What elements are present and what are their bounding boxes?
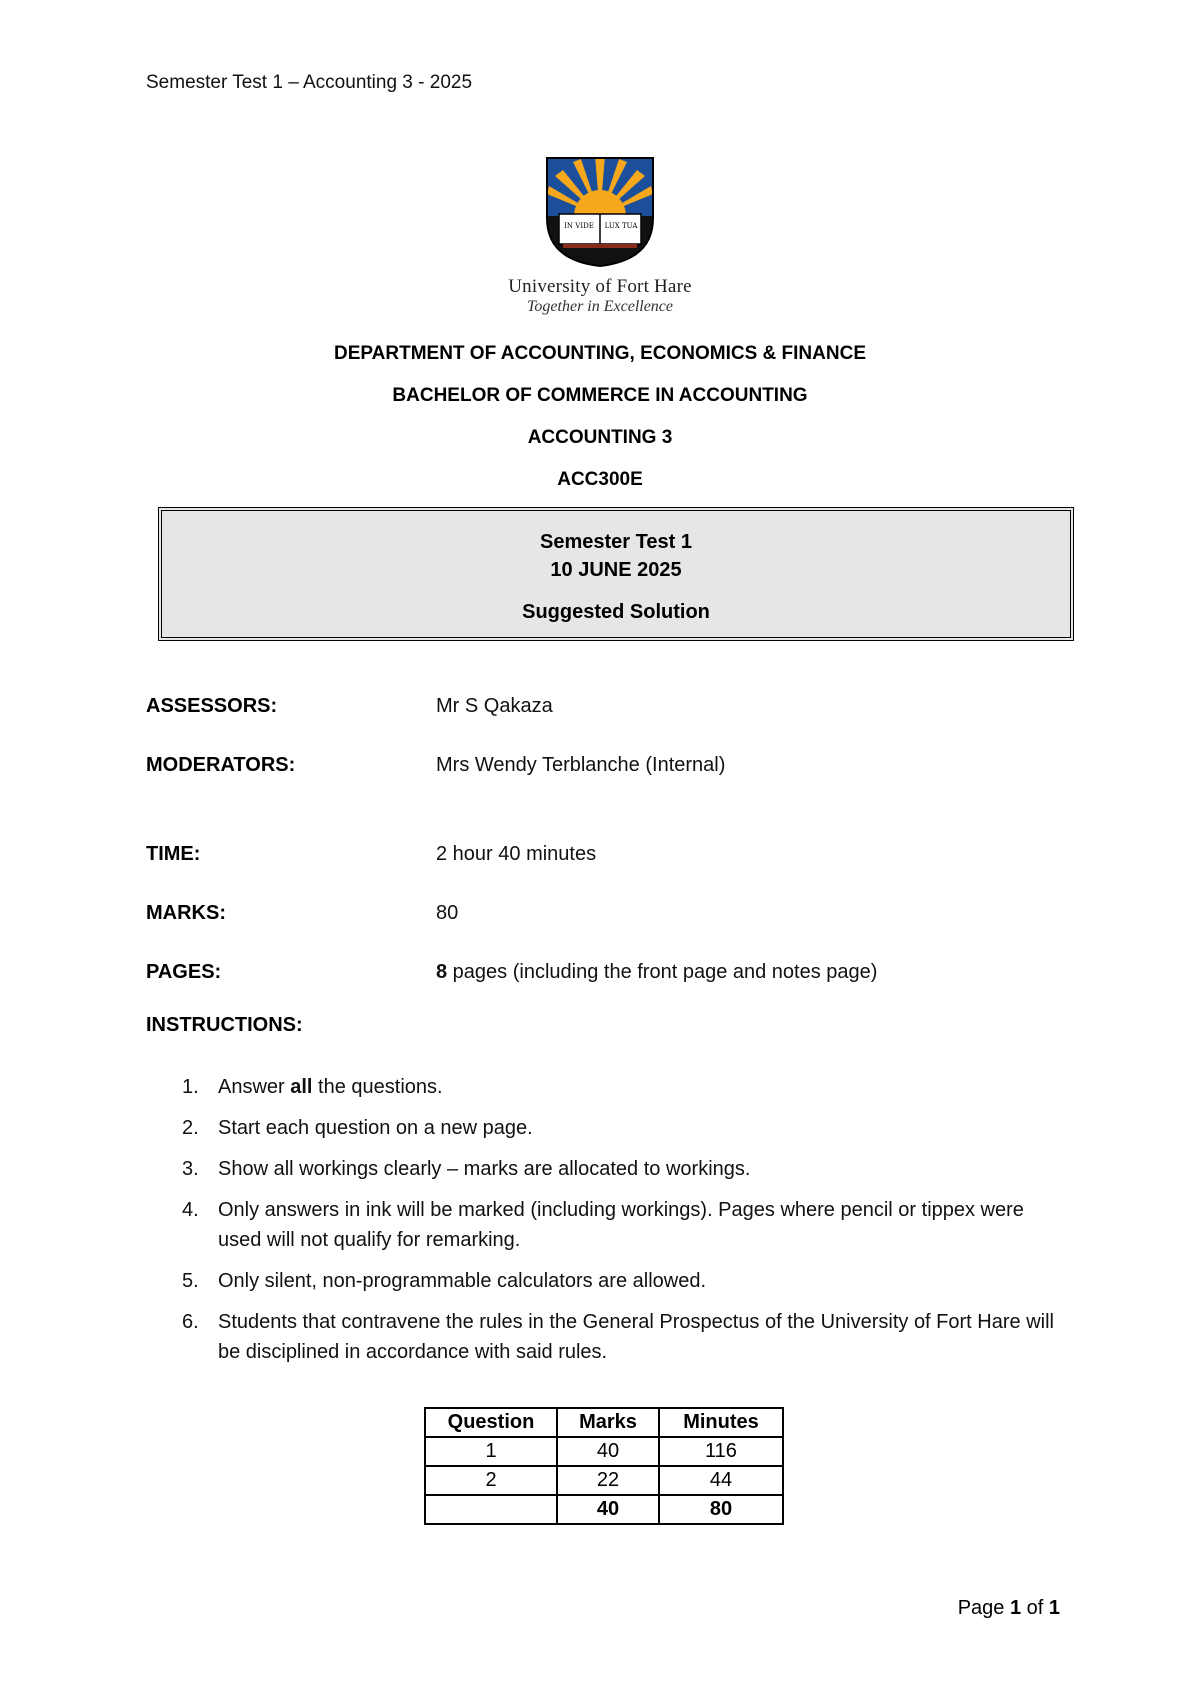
running-header: Semester Test 1 – Accounting 3 - 2025 bbox=[146, 72, 473, 93]
item-number: 6. bbox=[182, 1311, 199, 1333]
item-text: Show all workings clearly – marks are allocated to workings. bbox=[218, 1158, 751, 1180]
table-row bbox=[425, 1437, 783, 1466]
table-row bbox=[425, 1466, 783, 1495]
item-number: 2. bbox=[182, 1117, 199, 1139]
university-motto: Together in Excellence bbox=[526, 298, 674, 315]
item-text: Start each question on a new page. bbox=[218, 1117, 533, 1139]
column-header-question: Question bbox=[425, 1408, 557, 1437]
total-pages: 1 bbox=[1048, 1597, 1060, 1619]
list-item bbox=[182, 1195, 1062, 1255]
item-emphasis: all bbox=[290, 1076, 313, 1098]
total-minutes-cell: 80 bbox=[659, 1495, 783, 1524]
test-subtitle: Suggested Solution bbox=[522, 601, 710, 623]
list-item bbox=[182, 1154, 1062, 1184]
heading-block bbox=[0, 342, 1200, 510]
marks-summary-table bbox=[424, 1407, 784, 1525]
degree-heading: BACHELOR OF COMMERCE IN ACCOUNTING bbox=[392, 385, 808, 406]
current-page: 1 bbox=[1009, 1597, 1022, 1619]
test-name: Semester Test 1 bbox=[540, 531, 692, 553]
moderators-label: MODERATORS: bbox=[146, 754, 296, 776]
item-text: Only answers in ink will be marked (including workings). Pages where pencil or tippex were used will not qualify for remarking. bbox=[218, 1199, 1024, 1251]
test-title-box bbox=[158, 507, 1074, 641]
assessors-label: ASSESSORS: bbox=[146, 695, 278, 717]
table-cell: 116 bbox=[659, 1437, 783, 1466]
footer-text: of bbox=[1021, 1597, 1049, 1619]
item-text: Answer bbox=[218, 1076, 291, 1098]
pages-label: PAGES: bbox=[146, 961, 222, 983]
item-number: 5. bbox=[182, 1270, 199, 1292]
course-code: ACC300E bbox=[557, 469, 643, 490]
moderators-value: Mrs Wendy Terblanche (Internal) bbox=[436, 754, 726, 776]
pages-count: 8 bbox=[436, 961, 448, 983]
item-text: Students that contravene the rules in the General Prospectus of the University of Fort Hare will be disciplined in accordance with said rules. bbox=[218, 1311, 1054, 1363]
marks-label: MARKS: bbox=[146, 902, 226, 924]
item-number: 4. bbox=[182, 1199, 199, 1221]
column-header-marks: Marks bbox=[557, 1408, 659, 1437]
list-item bbox=[182, 1113, 1062, 1143]
page-number-footer bbox=[958, 1597, 1060, 1620]
item-number: 1. bbox=[182, 1076, 199, 1098]
university-crest-icon bbox=[545, 156, 655, 268]
item-text: Only silent, non-programmable calculators are allowed. bbox=[218, 1270, 707, 1292]
book-text-left: IN VIDE bbox=[564, 222, 594, 230]
footer-text: Page bbox=[957, 1597, 1010, 1619]
list-item bbox=[182, 1307, 1062, 1367]
instructions-list bbox=[182, 1072, 1062, 1378]
pages-description: pages (including the front page and notes page) bbox=[447, 961, 878, 983]
university-name: University of Fort Hare bbox=[508, 276, 692, 297]
test-date: 10 JUNE 2025 bbox=[550, 559, 682, 581]
item-text: the questions. bbox=[312, 1076, 443, 1098]
time-label: TIME: bbox=[146, 843, 201, 865]
table-cell: 40 bbox=[557, 1437, 659, 1466]
table-header-row bbox=[425, 1408, 783, 1437]
list-item bbox=[182, 1072, 1062, 1102]
assessors-value: Mr S Qakaza bbox=[436, 695, 553, 717]
marks-value: 80 bbox=[436, 902, 459, 924]
department-heading: DEPARTMENT OF ACCOUNTING, ECONOMICS & FINANCE bbox=[334, 343, 866, 364]
pages-value bbox=[436, 961, 877, 984]
book-text-right: LUX TUA bbox=[604, 222, 638, 230]
university-logo bbox=[480, 156, 720, 316]
total-marks-cell: 40 bbox=[557, 1495, 659, 1524]
instructions-title: INSTRUCTIONS: bbox=[146, 1014, 303, 1036]
column-header-minutes: Minutes bbox=[659, 1408, 783, 1437]
table-cell: 1 bbox=[425, 1437, 557, 1466]
table-cell: 44 bbox=[659, 1466, 783, 1495]
item-number: 3. bbox=[182, 1158, 199, 1180]
table-cell bbox=[425, 1495, 557, 1524]
subject-heading: ACCOUNTING 3 bbox=[527, 427, 673, 448]
time-value: 2 hour 40 minutes bbox=[436, 843, 597, 865]
table-cell: 22 bbox=[557, 1466, 659, 1495]
table-cell: 2 bbox=[425, 1466, 557, 1495]
table-total-row bbox=[425, 1495, 783, 1524]
list-item bbox=[182, 1266, 1062, 1296]
